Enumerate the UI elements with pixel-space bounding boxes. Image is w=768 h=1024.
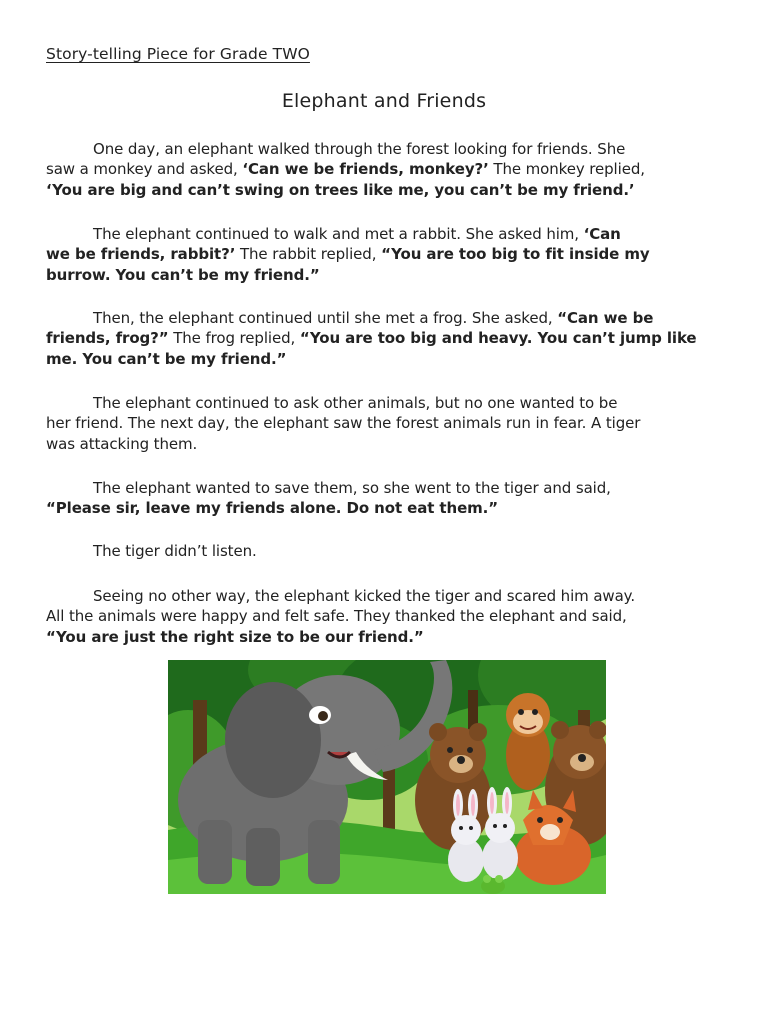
paragraph-line: All the animals were happy and felt safe. They thanked the elephant and said,: [46, 607, 627, 626]
monkey-character: [506, 693, 550, 790]
quote-text: “Please sir, leave my friends alone. Do not eat them.”: [46, 499, 499, 518]
story-paragraph-6: [46, 541, 722, 561]
paragraph-line: Seeing no other way, the elephant kicked the tiger and scared him away.: [93, 587, 635, 605]
paragraph-line: [46, 224, 722, 244]
paragraph-line: was attacking them.: [46, 434, 198, 453]
text-run: saw a monkey and asked,: [46, 160, 243, 179]
text-run: Then, the elephant continued until she met a frog. She asked,: [93, 309, 558, 327]
story-paragraph-1: [46, 139, 722, 200]
story-paragraph-4: [46, 393, 722, 454]
paragraph-line: [46, 328, 722, 348]
story-paragraph-3: [46, 308, 722, 369]
paragraph-line: One day, an elephant walked through the forest looking for friends. She: [93, 140, 626, 158]
quote-text: “You are too big to fit inside my: [381, 245, 650, 264]
story-paragraph-7: [46, 586, 722, 647]
document-header: Story-telling Piece for Grade TWO: [46, 45, 310, 63]
quote-text: “You are just the right size to be our friend.”: [46, 627, 424, 646]
quote-text: ‘Can we be friends, monkey?’: [242, 160, 489, 179]
paragraph-line: The elephant continued to ask other animals, but no one wanted to be: [93, 394, 618, 412]
paragraph-line: The tiger didn’t listen.: [93, 542, 257, 560]
text-run: The rabbit replied,: [235, 245, 382, 264]
paragraph-line: [46, 244, 722, 264]
quote-text: we be friends, rabbit?’: [46, 245, 236, 264]
text-run: The frog replied,: [168, 329, 300, 348]
quote-text: ‘You are big and can’t swing on trees like me, you can’t be my friend.’: [46, 180, 635, 199]
paragraph-line: [46, 159, 722, 179]
paragraph-line: [46, 308, 722, 328]
story-illustration: [168, 660, 606, 894]
quote-text: burrow. You can’t be my friend.”: [46, 265, 320, 284]
quote-text: friends, frog?”: [46, 329, 169, 348]
quote-text: “You are too big and heavy. You can’t jump like: [299, 329, 697, 348]
forest-scene-image: [168, 660, 606, 894]
story-title: Elephant and Friends: [281, 90, 487, 112]
quote-text: me. You can’t be my friend.”: [46, 349, 287, 368]
quote-text: ‘Can: [583, 225, 621, 243]
text-run: The elephant continued to walk and met a rabbit. She asked him,: [93, 225, 584, 243]
text-run: The monkey replied,: [488, 160, 645, 179]
story-paragraph-5: [46, 478, 722, 519]
quote-text: “Can we be: [557, 309, 654, 327]
paragraph-line: The elephant wanted to save them, so she went to the tiger and said,: [93, 479, 611, 497]
story-paragraph-2: [46, 224, 722, 285]
paragraph-line: her friend. The next day, the elephant saw the forest animals run in fear. A tiger: [46, 414, 641, 433]
